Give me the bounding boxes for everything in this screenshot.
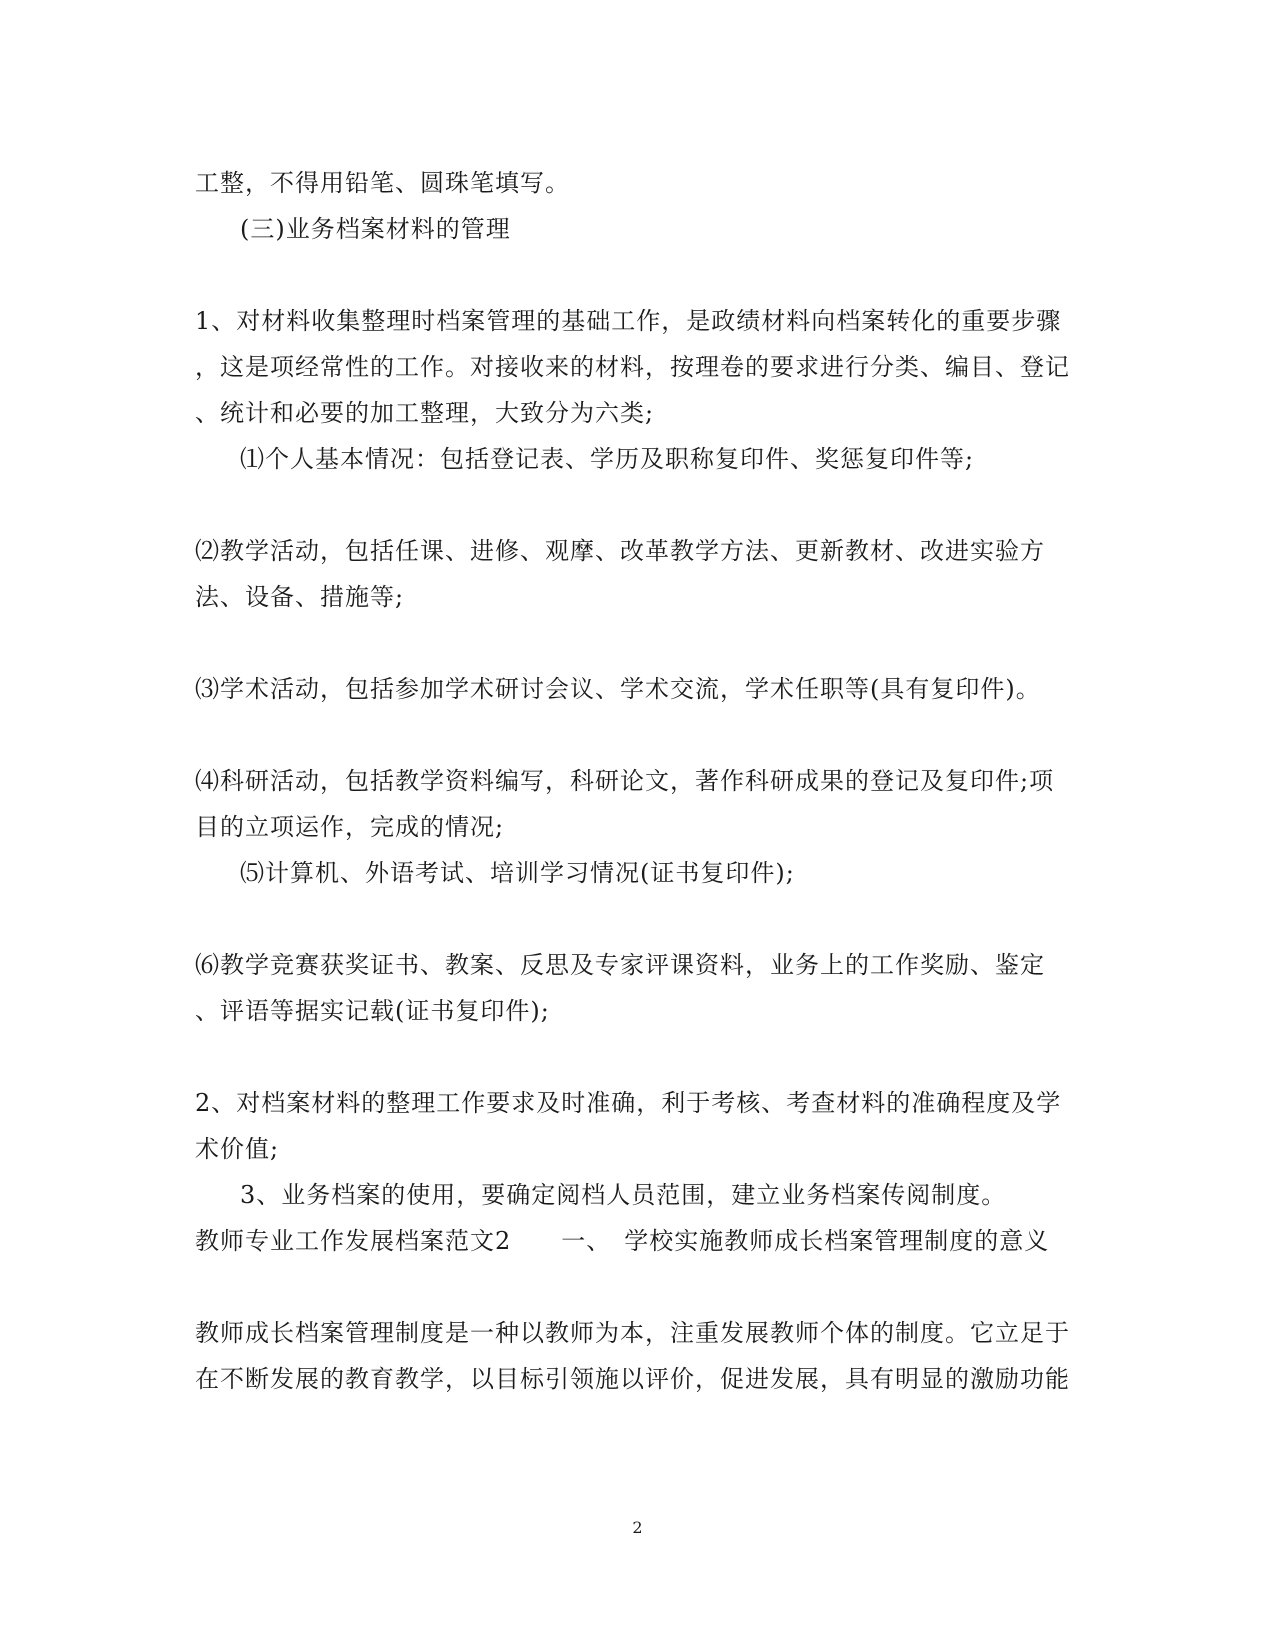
section-heading: (三)业务档案材料的管理 [240,215,511,243]
text-line: 教师成长档案管理制度是一种以教师为本，注重发展教师个体的制度。它立足于 [195,1319,1070,1347]
text-line: 在不断发展的教育教学，以目标引领施以评价，促进发展，具有明显的激励功能 [195,1365,1070,1393]
text-line: 、统计和必要的加工整理，大致分为六类; [195,399,655,427]
text-line: 1、对材料收集整理时档案管理的基础工作，是政绩材料向档案转化的重要步骤 [195,307,1062,335]
text-line: ⑸计算机、外语考试、培训学习情况(证书复印件); [240,859,795,887]
text-line: ⑵教学活动，包括任课、进修、观摩、改革教学方法、更新教材、改进实验方 [195,537,1045,565]
text-line: 3、业务档案的使用，要确定阅档人员范围，建立业务档案传阅制度。 [240,1181,1007,1209]
text-line: ⑴个人基本情况：包括登记表、学历及职称复印件、奖惩复印件等; [240,445,975,473]
text-line: ⑷科研活动，包括教学资料编写，科研论文，著作科研成果的登记及复印件;项 [195,767,1055,795]
text-line: 法、设备、措施等; [195,583,405,611]
text-line: 、评语等据实记载(证书复印件); [195,997,550,1025]
section-heading: 教师专业工作发展档案范文2 一、 学校实施教师成长档案管理制度的意义 [195,1227,1050,1255]
page-number: 2 [632,1518,643,1537]
text-line: ，这是项经常性的工作。对接收来的材料，按理卷的要求进行分类、编目、登记 [195,353,1070,381]
text-line: 目的立项运作，完成的情况; [195,813,505,841]
text-line: ⑶学术活动，包括参加学术研讨会议、学术交流，学术任职等(具有复印件)。 [195,675,1041,703]
text-line: 2、对档案材料的整理工作要求及时准确，利于考核、考查材料的准确程度及学 [195,1089,1062,1117]
text-line: 工整，不得用铅笔、圆珠笔填写。 [195,169,570,197]
text-line: ⑹教学竞赛获奖证书、教案、反思及专家评课资料，业务上的工作奖励、鉴定 [195,951,1045,979]
text-line: 术价值; [195,1135,280,1163]
